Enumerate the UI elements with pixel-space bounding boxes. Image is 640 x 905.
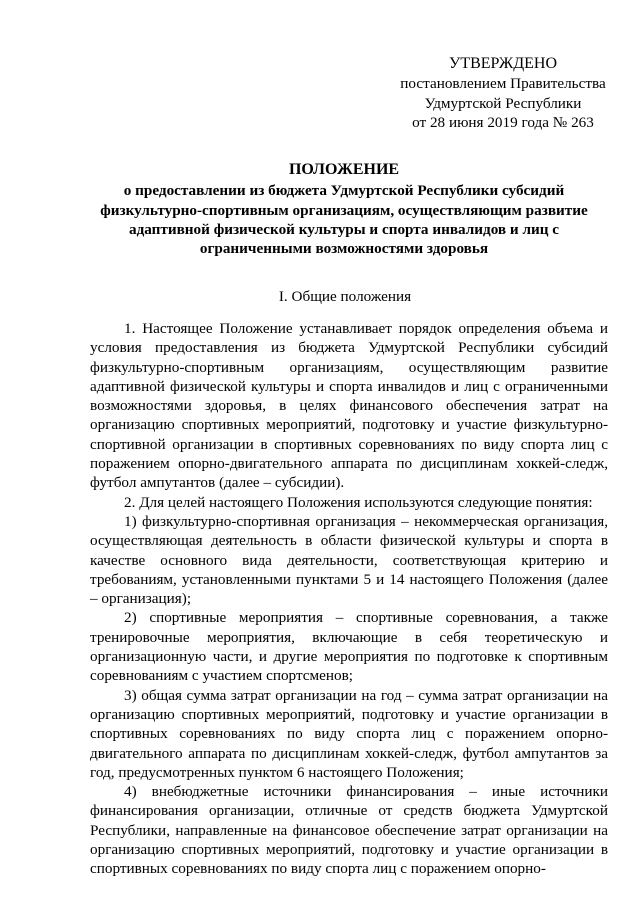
- approval-line: Удмуртской Республики: [424, 94, 582, 112]
- paragraph: 2) спортивные мероприятия – спортивные соревнования, а также тренировочные мероприятия, включающие в себя теоретическую и организационную части, и другие мероприятия по подготовке к спортивным соревнованиям с участием спортсменов;: [90, 609, 608, 685]
- title-line: физкультурно-спортивным организациям, осуществляющим развитие: [100, 201, 588, 219]
- document-title: [100, 160, 588, 258]
- document-body: [90, 319, 608, 879]
- title-line: о предоставлении из бюджета Удмуртской Республики субсидий: [123, 182, 565, 200]
- title-heading: ПОЛОЖЕНИЕ: [288, 161, 400, 178]
- approval-heading: УТВЕРЖДЕНО: [448, 55, 557, 72]
- paragraph: 3) общая сумма затрат организации на год – сумма затрат организации на организацию спортивных мероприятий, подготовку и участие организации в спортивных соревнованиях по виду спорта лиц с поражением опорно-двигательного аппарата по дисциплинам хоккей-следж, футбол ампутантов за год, предусмотренных пунктом 6 настоящего Положения;: [90, 686, 608, 781]
- paragraph: 4) внебюджетные источники финансирования – иные источники финансирования организации, отличные от средств бюджета Удмуртской Республики, направленные на финансовое обеспечение затрат организации на организацию спортивных мероприятий, подготовку и участие организации в спортивных соревнованиях по виду спорта лиц с поражением опорно-: [90, 783, 608, 878]
- paragraph: 2. Для целей настоящего Положения используются следующие понятия:: [124, 493, 593, 511]
- approval-stamp: [388, 54, 618, 132]
- paragraph: 1. Настоящее Положение устанавливает порядок определения объема и условия предоставления из бюджета Удмуртской Республики субсидий физкультурно-спортивным организациям, осуществляющим развитие адаптивной физической культуры и спорта инвалидов и лиц с ограниченными возможностями здоровья, в целях финансового обеспечения затрат на организацию спортивных мероприятий, подготовку и участие физкультурно-спортивной организации в спортивных соревнованиях по виду спорта лиц с поражением опорно-двигательного аппарата по дисциплинам хоккей-следж, футбол ампутантов (далее – субсидии).: [90, 320, 608, 492]
- approval-line: постановлением Правительства: [400, 75, 606, 93]
- section-heading: I. Общие положения: [278, 288, 412, 305]
- title-line: ограниченными возможностями здоровья: [199, 240, 489, 258]
- approval-date-line: от 28 июня 2019 года № 263: [412, 113, 594, 131]
- title-line: адаптивной физической культуры и спорта инвалидов и лиц с: [128, 220, 560, 238]
- paragraph: 1) физкультурно-спортивная организация – некоммерческая организация, осуществляющая деятельность в области физической культуры и спорта в качестве основного вида деятельности, соответствующая критерию и требованиям, установленными пунктами 5 и 14 настоящего Положения (далее – организация);: [90, 512, 608, 608]
